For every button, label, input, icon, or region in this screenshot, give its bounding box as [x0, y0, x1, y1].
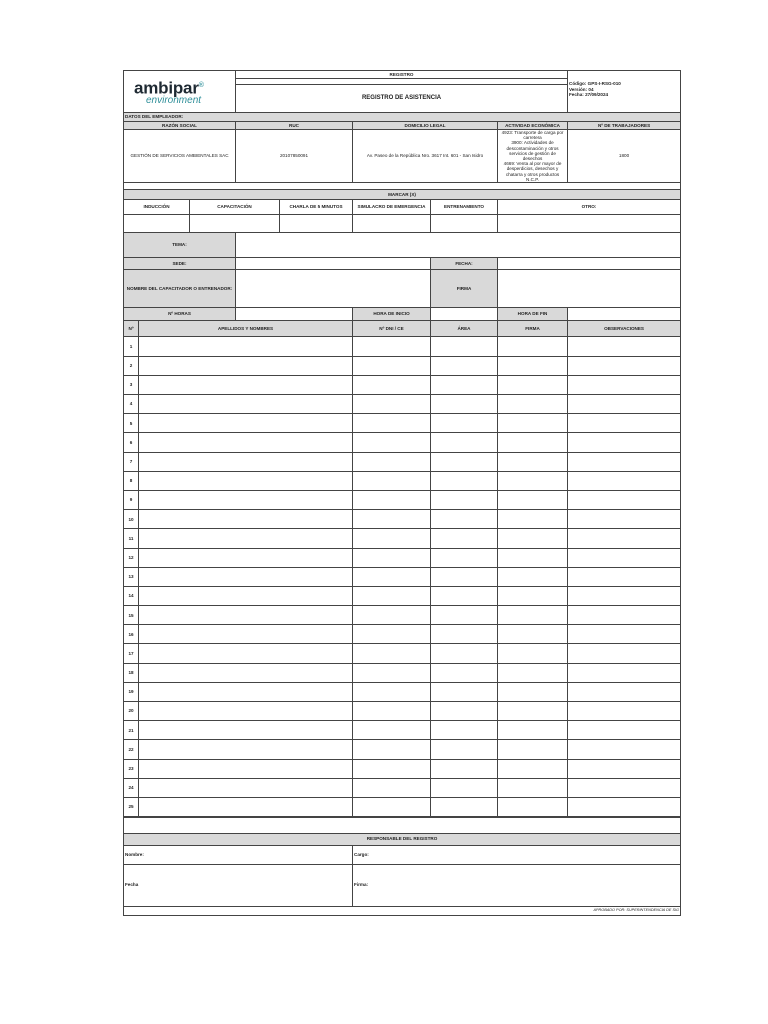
table-row — [124, 356, 681, 375]
row-observaciones[interactable] — [568, 510, 681, 529]
row-number: 9 — [124, 490, 139, 509]
responsable-nombre[interactable]: Nombre: — [124, 845, 353, 864]
row-area[interactable] — [431, 452, 498, 471]
opt-simulacro: SIMULACRO DE EMERGENCIA — [353, 200, 431, 215]
row-nombres[interactable] — [139, 433, 353, 452]
table-row — [124, 625, 681, 644]
table-row — [124, 567, 681, 586]
row-nombres[interactable] — [139, 548, 353, 567]
row-observaciones[interactable] — [568, 337, 681, 356]
row-observaciones[interactable] — [568, 625, 681, 644]
opt-otro: OTRO: — [498, 200, 681, 215]
row-firma[interactable] — [498, 471, 568, 490]
row-area[interactable] — [431, 663, 498, 682]
mark-entrenamiento[interactable] — [431, 215, 498, 233]
row-nombres[interactable] — [139, 529, 353, 548]
row-area[interactable] — [431, 510, 498, 529]
row-nombres[interactable] — [139, 606, 353, 625]
row-nombres[interactable] — [139, 759, 353, 778]
registered-mark: ® — [198, 81, 204, 89]
row-area[interactable] — [431, 702, 498, 721]
row-area[interactable] — [431, 356, 498, 375]
row-firma[interactable] — [498, 548, 568, 567]
row-nombres[interactable] — [139, 337, 353, 356]
row-dni[interactable] — [353, 395, 431, 414]
row-firma[interactable] — [498, 490, 568, 509]
capacitador-label: NOMBRE DEL CAPACITADOR O ENTRENADOR: — [124, 270, 236, 308]
col-domicilio: DOMICILIO LEGAL — [353, 122, 498, 130]
row-nombres[interactable] — [139, 356, 353, 375]
row-firma[interactable] — [498, 721, 568, 740]
row-observaciones[interactable] — [568, 356, 681, 375]
row-firma[interactable] — [498, 395, 568, 414]
tema-label: TEMA: — [124, 233, 236, 258]
table-row — [124, 797, 681, 816]
row-firma[interactable] — [498, 510, 568, 529]
row-nombres[interactable] — [139, 586, 353, 605]
row-number: 19 — [124, 682, 139, 701]
responsable-fecha[interactable]: Fecha — [124, 864, 353, 906]
row-dni[interactable] — [353, 778, 431, 797]
row-observaciones[interactable] — [568, 682, 681, 701]
row-area[interactable] — [431, 586, 498, 605]
row-area[interactable] — [431, 337, 498, 356]
trabajadores-value: 1800 — [568, 130, 681, 183]
row-firma[interactable] — [498, 606, 568, 625]
row-number: 16 — [124, 625, 139, 644]
row-observaciones[interactable] — [568, 702, 681, 721]
row-observaciones[interactable] — [568, 797, 681, 816]
row-observaciones[interactable] — [568, 586, 681, 605]
table-row — [124, 644, 681, 663]
row-number: 14 — [124, 586, 139, 605]
row-firma[interactable] — [498, 433, 568, 452]
row-firma[interactable] — [498, 414, 568, 433]
row-firma[interactable] — [498, 778, 568, 797]
row-number: 23 — [124, 759, 139, 778]
row-number: 8 — [124, 471, 139, 490]
logo-subtitle: environment — [146, 95, 202, 107]
row-observaciones[interactable] — [568, 548, 681, 567]
row-dni[interactable] — [353, 759, 431, 778]
table-row — [124, 433, 681, 452]
row-observaciones[interactable] — [568, 395, 681, 414]
row-nombres[interactable] — [139, 740, 353, 759]
row-dni[interactable] — [353, 797, 431, 816]
row-dni[interactable] — [353, 644, 431, 663]
row-observaciones[interactable] — [568, 529, 681, 548]
table-row — [124, 778, 681, 797]
row-nombres[interactable] — [139, 625, 353, 644]
company-logo — [124, 71, 236, 113]
responsable-table — [123, 817, 681, 916]
hora-inicio-label: HORA DE INICIO — [353, 308, 431, 321]
row-number: 4 — [124, 395, 139, 414]
row-dni[interactable] — [353, 740, 431, 759]
row-nombres[interactable] — [139, 644, 353, 663]
row-dni[interactable] — [353, 337, 431, 356]
col-ruc: RUC — [236, 122, 353, 130]
row-nombres[interactable] — [139, 395, 353, 414]
capacitador-field[interactable] — [236, 270, 431, 308]
row-area[interactable] — [431, 375, 498, 394]
col-numero: Nº — [124, 321, 139, 337]
col-trabajadores: Nº DE TRABAJADORES — [568, 122, 681, 130]
row-dni[interactable] — [353, 510, 431, 529]
row-observaciones[interactable] — [568, 433, 681, 452]
row-firma[interactable] — [498, 663, 568, 682]
row-number: 6 — [124, 433, 139, 452]
row-observaciones[interactable] — [568, 490, 681, 509]
row-area[interactable] — [431, 490, 498, 509]
table-row — [124, 721, 681, 740]
row-observaciones[interactable] — [568, 759, 681, 778]
row-observaciones[interactable] — [568, 740, 681, 759]
table-row — [124, 586, 681, 605]
row-firma[interactable] — [498, 567, 568, 586]
document-code-block — [569, 81, 679, 98]
fecha-label: FECHA: — [431, 258, 498, 270]
doc-codigo: Código: GPS-I-RSG-010 — [569, 81, 621, 86]
row-area[interactable] — [431, 682, 498, 701]
approved-by: APROBADO POR: SUPERINTENDENCIA DE SIG — [124, 906, 681, 915]
fecha-field[interactable] — [498, 258, 681, 270]
row-dni[interactable] — [353, 356, 431, 375]
row-dni[interactable] — [353, 529, 431, 548]
table-row — [124, 663, 681, 682]
row-nombres[interactable] — [139, 375, 353, 394]
row-number: 2 — [124, 356, 139, 375]
row-observaciones[interactable] — [568, 375, 681, 394]
opt-capacitacion: CAPACITACIÓN — [190, 200, 280, 215]
table-row — [124, 375, 681, 394]
row-area[interactable] — [431, 395, 498, 414]
col-razon-social: RAZÓN SOCIAL — [124, 122, 236, 130]
row-dni[interactable] — [353, 471, 431, 490]
row-nombres[interactable] — [139, 797, 353, 816]
row-number: 18 — [124, 663, 139, 682]
row-area[interactable] — [431, 433, 498, 452]
table-row — [124, 452, 681, 471]
row-area[interactable] — [431, 721, 498, 740]
responsable-firma[interactable]: Firma: — [353, 864, 681, 906]
row-dni[interactable] — [353, 452, 431, 471]
row-area[interactable] — [431, 625, 498, 644]
row-area[interactable] — [431, 471, 498, 490]
row-firma[interactable] — [498, 682, 568, 701]
doc-version: Versión: 04 — [569, 86, 594, 92]
row-dni[interactable] — [353, 682, 431, 701]
row-firma[interactable] — [498, 337, 568, 356]
table-row — [124, 740, 681, 759]
hora-fin-label: HORA DE FIN — [498, 308, 568, 321]
row-observaciones[interactable] — [568, 471, 681, 490]
row-area[interactable] — [431, 778, 498, 797]
table-row — [124, 471, 681, 490]
mark-simulacro[interactable] — [353, 215, 431, 233]
opt-charla: CHARLA DE 5 MINUTOS — [280, 200, 353, 215]
row-observaciones[interactable] — [568, 567, 681, 586]
firma-field[interactable] — [498, 270, 681, 308]
row-nombres[interactable] — [139, 471, 353, 490]
row-firma[interactable] — [498, 356, 568, 375]
table-row — [124, 702, 681, 721]
table-row — [124, 548, 681, 567]
horas-field[interactable] — [236, 308, 353, 321]
row-observaciones[interactable] — [568, 644, 681, 663]
row-observaciones[interactable] — [568, 663, 681, 682]
responsable-label: RESPONSABLE DEL REGISTRO — [124, 833, 681, 845]
row-area[interactable] — [431, 529, 498, 548]
row-observaciones[interactable] — [568, 452, 681, 471]
razon-social-value: GESTIÓN DE SERVICIOS AMBIENTALES SAC — [124, 130, 236, 183]
registro-label: REGISTRO — [236, 71, 568, 79]
table-row — [124, 395, 681, 414]
row-firma[interactable] — [498, 702, 568, 721]
row-area[interactable] — [431, 414, 498, 433]
firma-label: FIRMA — [431, 270, 498, 308]
table-row — [124, 414, 681, 433]
row-number: 11 — [124, 529, 139, 548]
row-firma[interactable] — [498, 452, 568, 471]
table-row — [124, 337, 681, 356]
row-area[interactable] — [431, 759, 498, 778]
table-row — [124, 759, 681, 778]
row-dni[interactable] — [353, 606, 431, 625]
row-dni[interactable] — [353, 586, 431, 605]
row-nombres[interactable] — [139, 452, 353, 471]
table-row — [124, 490, 681, 509]
responsable-cargo[interactable]: Cargo: — [353, 845, 681, 864]
sede-label: SEDE: — [124, 258, 236, 270]
row-area[interactable] — [431, 740, 498, 759]
row-area[interactable] — [431, 797, 498, 816]
row-number: 3 — [124, 375, 139, 394]
row-area[interactable] — [431, 606, 498, 625]
doc-fecha: Fecha: 27/09/2024 — [569, 92, 609, 98]
table-row — [124, 529, 681, 548]
hora-inicio-field[interactable] — [431, 308, 498, 321]
row-number: 1 — [124, 337, 139, 356]
sede-field[interactable] — [236, 258, 431, 270]
row-nombres[interactable] — [139, 721, 353, 740]
row-firma[interactable] — [498, 586, 568, 605]
form-table — [123, 70, 681, 337]
table-row — [124, 606, 681, 625]
row-nombres[interactable] — [139, 510, 353, 529]
row-dni[interactable] — [353, 375, 431, 394]
col-dni: Nº DNI / CE — [353, 321, 431, 337]
row-number: 13 — [124, 567, 139, 586]
col-observaciones: OBSERVACIONES — [568, 321, 681, 337]
row-dni[interactable] — [353, 567, 431, 586]
row-firma[interactable] — [498, 644, 568, 663]
row-dni[interactable] — [353, 721, 431, 740]
row-number: 24 — [124, 778, 139, 797]
row-number: 22 — [124, 740, 139, 759]
domicilio-value: Av. Paseo de la República Nro. 3617 Int. 601 - San Isidro — [353, 130, 498, 183]
mark-capacitacion[interactable] — [190, 215, 280, 233]
row-number: 15 — [124, 606, 139, 625]
row-number: 12 — [124, 548, 139, 567]
row-observaciones[interactable] — [568, 721, 681, 740]
col-area: ÁREA — [431, 321, 498, 337]
row-number: 21 — [124, 721, 139, 740]
col-actividad: ACTIVIDAD ECONÓMICA — [498, 122, 568, 130]
row-firma[interactable] — [498, 375, 568, 394]
row-firma[interactable] — [498, 625, 568, 644]
row-observaciones[interactable] — [568, 414, 681, 433]
row-area[interactable] — [431, 548, 498, 567]
row-dni[interactable] — [353, 663, 431, 682]
row-number: 7 — [124, 452, 139, 471]
row-dni[interactable] — [353, 414, 431, 433]
hora-fin-field[interactable] — [568, 308, 681, 321]
row-number: 20 — [124, 702, 139, 721]
row-dni[interactable] — [353, 433, 431, 452]
table-row — [124, 510, 681, 529]
actividad-value: 4923: Transporte de carga por carretera 3900: Actividades de descontaminación y otros servicios de gestión de desechos 4669: Venta al por mayor de desperdicios, desechos y chatarra y otros productos N.C.P. — [498, 130, 568, 183]
row-firma[interactable] — [498, 759, 568, 778]
col-apellidos-nombres: APELLIDOS Y NOMBRES — [139, 321, 353, 337]
row-dni[interactable] — [353, 490, 431, 509]
row-nombres[interactable] — [139, 414, 353, 433]
mark-charla[interactable] — [280, 215, 353, 233]
tema-field[interactable] — [236, 233, 681, 258]
mark-induccion[interactable] — [124, 215, 190, 233]
row-nombres[interactable] — [139, 682, 353, 701]
row-observaciones[interactable] — [568, 778, 681, 797]
row-firma[interactable] — [498, 529, 568, 548]
row-dni[interactable] — [353, 548, 431, 567]
row-nombres[interactable] — [139, 778, 353, 797]
row-dni[interactable] — [353, 702, 431, 721]
form-title: REGISTRO DE ASISTENCIA — [236, 85, 568, 113]
marcar-label: MARCAR (X) — [124, 190, 681, 200]
horas-label: Nº HORAS — [124, 308, 236, 321]
attendance-form — [123, 70, 680, 916]
row-dni[interactable] — [353, 625, 431, 644]
row-observaciones[interactable] — [568, 606, 681, 625]
row-nombres[interactable] — [139, 702, 353, 721]
row-firma[interactable] — [498, 740, 568, 759]
employer-section-label: DATOS DEL EMPLEADOR: — [124, 113, 681, 122]
mark-otro[interactable] — [498, 215, 681, 233]
row-area[interactable] — [431, 567, 498, 586]
row-number: 5 — [124, 414, 139, 433]
row-nombres[interactable] — [139, 490, 353, 509]
row-nombres[interactable] — [139, 567, 353, 586]
row-number: 17 — [124, 644, 139, 663]
logo-wordmark: ambipar — [134, 78, 199, 98]
attendance-rows — [123, 336, 681, 817]
row-nombres[interactable] — [139, 663, 353, 682]
row-number: 10 — [124, 510, 139, 529]
row-area[interactable] — [431, 644, 498, 663]
col-firma: FIRMA — [498, 321, 568, 337]
ruc-value: 20107850091 — [236, 130, 353, 183]
opt-induccion: INDUCCIÓN — [124, 200, 190, 215]
row-firma[interactable] — [498, 797, 568, 816]
opt-entrenamiento: ENTRENAMIENTO — [431, 200, 498, 215]
table-row — [124, 682, 681, 701]
row-number: 25 — [124, 797, 139, 816]
